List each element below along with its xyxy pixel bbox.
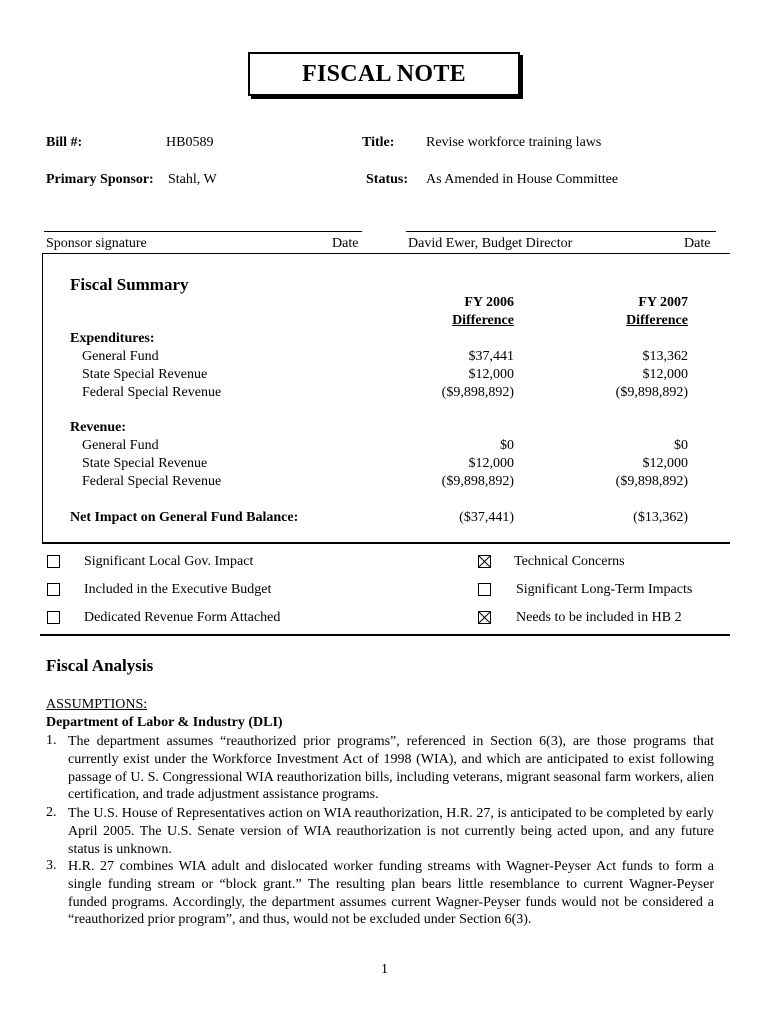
checkbox-label: Significant Long-Term Impacts bbox=[516, 582, 693, 597]
row-fy2006: $0 bbox=[500, 438, 514, 453]
row-label: State Special Revenue bbox=[82, 456, 208, 471]
row-label: General Fund bbox=[82, 349, 159, 364]
summary-top-rule bbox=[42, 253, 730, 254]
row-fy2006: ($9,898,892) bbox=[441, 385, 514, 400]
assumptions-label: ASSUMPTIONS: bbox=[46, 697, 148, 712]
item-text: The department assumes “reauthorized prior programs”, referenced in Section 6(3), are those programs that currently exist under the Workforce Investment Act of 1998 (WIA), and which are anticipated to exist following passage of U. S. Congressional WIA reauthorization bills, including veterans, migrant seasonal farm workers, alien certification, and trade adjustment assistance programs. bbox=[68, 734, 714, 803]
row-label: Federal Special Revenue bbox=[82, 385, 222, 400]
item-number: 2. bbox=[46, 805, 57, 820]
status-value: As Amended in House Committee bbox=[426, 172, 619, 187]
status-label: Status: bbox=[366, 172, 409, 187]
row-fy2007: $12,000 bbox=[642, 367, 688, 382]
expenditures-label: Expenditures: bbox=[70, 331, 155, 346]
title-label: Title: bbox=[362, 135, 395, 150]
row-fy2006: $12,000 bbox=[468, 456, 514, 471]
summary-bottom-rule bbox=[42, 542, 730, 544]
page-title: FISCAL NOTE bbox=[301, 60, 466, 87]
fiscal-note-title-box bbox=[248, 52, 520, 96]
col1-header-line2: Difference bbox=[452, 313, 514, 328]
fiscal-summary-heading: Fiscal Summary bbox=[70, 275, 189, 294]
page-number: 1 bbox=[381, 962, 388, 977]
revenue-label: Revenue: bbox=[70, 420, 126, 435]
title-value: Revise workforce training laws bbox=[426, 135, 602, 150]
item-text: The U.S. House of Representatives action on WIA reauthorization, H.R. 27, is anticipated to be completed by early April 2005. The U.S. Senate version of WIA reauthorization is not currently being acted upon, and any future status is unknown. bbox=[68, 806, 714, 857]
net-impact-label: Net Impact on General Fund Balance: bbox=[70, 510, 299, 525]
item-text: H.R. 27 combines WIA adult and dislocated worker funding streams with Wagner-Peyser Act funds to form a single funding stream or “block grant.” The resulting plan bears little resemblance to current Wagner-Peyser funded programs. Accordingly, the department assumes current Wagner-Peyser funds would not be considered a “reauthorized prior program”, and thus, would not be excluded under Section 6(3). bbox=[68, 859, 714, 928]
row-fy2007: $0 bbox=[674, 438, 688, 453]
sponsor-label: Primary Sponsor: bbox=[46, 172, 154, 187]
item-number: 1. bbox=[46, 733, 57, 748]
net-impact-fy2007: ($13,362) bbox=[633, 510, 688, 525]
department-label: Department of Labor & Industry (DLI) bbox=[46, 715, 283, 730]
checkbox-label: Significant Local Gov. Impact bbox=[84, 554, 254, 569]
summary-left-rule bbox=[42, 253, 43, 543]
col1-header-line1: FY 2006 bbox=[464, 295, 514, 310]
row-fy2007: $13,362 bbox=[642, 349, 688, 364]
checkbox-label: Dedicated Revenue Form Attached bbox=[84, 610, 281, 625]
checkbox-bottom-rule bbox=[40, 634, 730, 636]
checkbox-hb2[interactable] bbox=[478, 611, 491, 624]
sponsor-date-label: Date bbox=[332, 236, 359, 251]
sponsor-signature-label: Sponsor signature bbox=[46, 236, 147, 251]
row-label: Federal Special Revenue bbox=[82, 474, 222, 489]
director-date-label: Date bbox=[684, 236, 711, 251]
check-x-icon bbox=[479, 556, 490, 567]
director-label: David Ewer, Budget Director bbox=[408, 236, 573, 251]
checkbox-long-term-impacts[interactable] bbox=[478, 583, 491, 596]
row-label: General Fund bbox=[82, 438, 159, 453]
director-signature-line bbox=[406, 231, 716, 232]
fiscal-analysis-heading: Fiscal Analysis bbox=[46, 656, 154, 675]
checkbox-dedicated-revenue[interactable] bbox=[47, 611, 60, 624]
bill-label: Bill #: bbox=[46, 135, 83, 150]
bill-value: HB0589 bbox=[166, 135, 214, 150]
row-fy2007: ($9,898,892) bbox=[615, 385, 688, 400]
checkbox-local-gov-impact[interactable] bbox=[47, 555, 60, 568]
row-fy2007: $12,000 bbox=[642, 456, 688, 471]
item-number: 3. bbox=[46, 858, 57, 873]
checkbox-executive-budget[interactable] bbox=[47, 583, 60, 596]
row-fy2006: ($9,898,892) bbox=[441, 474, 514, 489]
row-fy2006: $12,000 bbox=[468, 367, 514, 382]
col2-header-line2: Difference bbox=[626, 313, 688, 328]
row-label: State Special Revenue bbox=[82, 367, 208, 382]
sponsor-signature-line bbox=[44, 231, 362, 232]
row-fy2007: ($9,898,892) bbox=[615, 474, 688, 489]
check-x-icon bbox=[479, 612, 490, 623]
checkbox-label: Needs to be included in HB 2 bbox=[516, 610, 682, 625]
checkbox-technical-concerns[interactable] bbox=[478, 555, 491, 568]
col2-header-line1: FY 2007 bbox=[638, 295, 688, 310]
checkbox-label: Included in the Executive Budget bbox=[84, 582, 272, 597]
net-impact-fy2006: ($37,441) bbox=[459, 510, 514, 525]
checkbox-label: Technical Concerns bbox=[514, 554, 625, 569]
sponsor-value: Stahl, W bbox=[168, 172, 217, 187]
row-fy2006: $37,441 bbox=[468, 349, 514, 364]
